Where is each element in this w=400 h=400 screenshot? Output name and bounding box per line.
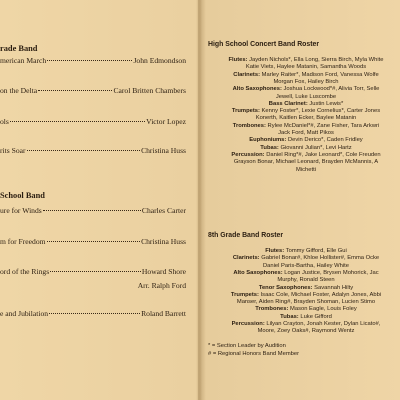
section-label: Tenor Saxophones:	[258, 284, 313, 291]
member-names: Konerth, Kaitlen Ecker, Baylee Matanin	[255, 115, 357, 122]
program-title: rits Soar	[0, 146, 26, 155]
program-title: m for Freedom	[0, 237, 46, 246]
section-label: Bass Clarinet:	[268, 100, 308, 107]
member-names: Logan Justice, Brysen Mohorick, Jac	[282, 269, 379, 276]
program-item	[0, 146, 186, 155]
member-names: Morgan Fox, Hailey Birch	[273, 78, 339, 85]
roster-line	[206, 263, 400, 270]
member-names: Gabriel Bonar#, Khloe Hollister#, Emma Ocke	[259, 255, 380, 262]
leader-dots	[38, 90, 112, 91]
roster-line	[206, 130, 400, 137]
leader-dots	[50, 271, 141, 272]
leader-dots	[27, 150, 141, 151]
roster-line	[206, 137, 400, 144]
section-label: Flutes:	[265, 248, 285, 254]
program-item	[0, 237, 186, 246]
band2-title: School Band	[0, 191, 45, 200]
section-label: Trombones:	[255, 306, 289, 313]
page-fold	[198, 0, 202, 400]
roster-line	[206, 248, 400, 255]
roster-line	[206, 72, 400, 79]
leader-dots	[43, 210, 141, 211]
section-label: Euphoniums:	[249, 137, 287, 144]
program-composer: Howard Shore	[141, 267, 186, 276]
member-names: Michetti	[296, 166, 316, 173]
program-item	[0, 56, 186, 65]
roster-line	[206, 101, 400, 108]
member-names: Tommy Gifford, Elle Gui	[284, 248, 347, 254]
member-names: Murphy, Ronald Steen	[277, 277, 335, 284]
roster-line	[206, 292, 400, 299]
roster-line	[206, 64, 400, 71]
program-item	[0, 206, 186, 215]
program-composer: Carol Britten Chambers	[113, 86, 186, 95]
program-composer: Victor Lopez	[146, 117, 186, 126]
member-names: Moore, Zoey Oaks#, Raymond Wentz	[257, 328, 355, 335]
section-label: Tubas:	[260, 144, 279, 151]
roster-line	[206, 277, 400, 284]
roster-line	[206, 86, 400, 93]
program-item	[0, 117, 186, 126]
leader-dots	[49, 313, 140, 314]
roster-line	[206, 94, 400, 101]
member-names: Devin Derico*, Caden Fridley	[286, 137, 363, 144]
member-names: Daniel Paris-Bartha, Hailey White	[262, 262, 350, 269]
program-composer: Christina Huss	[141, 146, 186, 155]
roster-line	[206, 108, 400, 115]
roster-panel	[206, 0, 400, 400]
member-names: Grayson Bonar, Michael Leonard, Brayden McMannis, A	[233, 159, 379, 166]
section-label: Trumpets:	[230, 291, 259, 298]
roster-line	[206, 306, 400, 313]
roster-line	[206, 321, 400, 328]
member-names: Lilyan Crayton, Jonah Kester, Dylan Licato#,	[264, 321, 381, 327]
section-label: Percussion:	[231, 321, 265, 327]
leader-dots	[47, 60, 132, 61]
program-title: merican March	[0, 56, 47, 65]
member-names: Savannah Hilty	[312, 284, 354, 291]
member-names: Rylee McDaniel*#, Zane Fisher, Tara Arkwri	[265, 122, 380, 129]
program-item	[0, 309, 186, 318]
section-label: Alto Saxophones:	[232, 86, 282, 93]
legend-honors-band: # = Regional Honors Band Member	[208, 351, 300, 357]
program-order-panel	[0, 0, 198, 400]
roster-line	[206, 145, 400, 152]
program-composer: Roland Barrett	[141, 309, 186, 318]
section-label: Clarinets:	[233, 71, 261, 78]
section-label: Trumpets:	[231, 108, 260, 115]
program-composer: Charles Carter	[141, 206, 186, 215]
program-title: ure for Winds	[0, 206, 42, 215]
leader-dots	[47, 241, 141, 242]
roster-line	[206, 314, 400, 321]
program-title: ols	[0, 117, 9, 126]
member-names: Luke Gifford	[298, 313, 332, 320]
section-label: Alto Saxophones:	[233, 269, 283, 276]
legend-section-leader: * = Section Leader by Audition	[208, 343, 286, 349]
program-item	[0, 86, 186, 95]
roster-line	[206, 57, 400, 64]
roster-line	[206, 328, 400, 335]
roster-line	[206, 270, 400, 277]
member-names: Kenny Foster*, Lexie Cornelius*, Carter Jones	[259, 108, 381, 115]
arranger-credit: Arr. Ralph Ford	[137, 281, 186, 290]
roster-line	[206, 79, 400, 86]
hs-roster-title: High School Concert Band Roster	[208, 41, 320, 48]
member-names: Katie Viets, Haylee Matanin, Samantha Woods	[245, 64, 367, 71]
member-names: Marley Raiter*, Madison Ford, Vanessa Wolfe	[260, 71, 379, 78]
member-names: Daniel Ring*#, Jake Leonard*, Cole Freuden	[264, 151, 381, 158]
roster-line	[206, 167, 400, 174]
member-names: Giovanni Julian*, Levi Hartz	[278, 144, 352, 151]
section-label: Clarinets:	[232, 255, 260, 262]
member-names: Mason Eagle, Louis Foley	[288, 306, 357, 313]
member-names: Manser, Aiden Ring#, Brayden Shoman, Lucien Stimo	[236, 299, 376, 306]
roster-line	[206, 152, 400, 159]
section-label: Flutes:	[228, 57, 248, 63]
section-label: Percussion:	[231, 151, 265, 158]
8th-grade-roster-title: 8th Grade Band Roster	[208, 232, 284, 239]
band1-title: rade Band	[0, 44, 38, 53]
roster-line	[206, 299, 400, 306]
member-names: Jayden Nichols*, Ella Long, Sierra Birch, Myla White	[247, 57, 384, 63]
program-item	[0, 267, 186, 276]
roster-line	[206, 115, 400, 122]
roster-line	[206, 255, 400, 262]
roster-line	[206, 285, 400, 292]
member-names: Joshua Lockwood*#, Alivia Torr, Selle	[281, 86, 380, 93]
section-label: Trombones:	[232, 122, 266, 129]
member-names: Jewell, Luke Luscombe	[275, 93, 337, 100]
program-composer: Christina Huss	[141, 237, 186, 246]
member-names: Isaac Cole, Michael Foster, Adalyn Jones, Abbi	[258, 291, 382, 298]
roster-line	[206, 159, 400, 166]
roster-line	[206, 123, 400, 130]
section-label: Tubas:	[280, 313, 299, 320]
member-names: Jack Ford, Matt Pikos	[278, 130, 334, 136]
program-title: ord of the Rings	[0, 267, 50, 276]
program-composer: John Edmondson	[133, 56, 186, 65]
member-names: Justin Lewis*	[307, 100, 344, 107]
leader-dots	[10, 121, 145, 122]
program-title: on the Delta	[0, 86, 38, 95]
program-title: e and Jubilation	[0, 309, 49, 318]
